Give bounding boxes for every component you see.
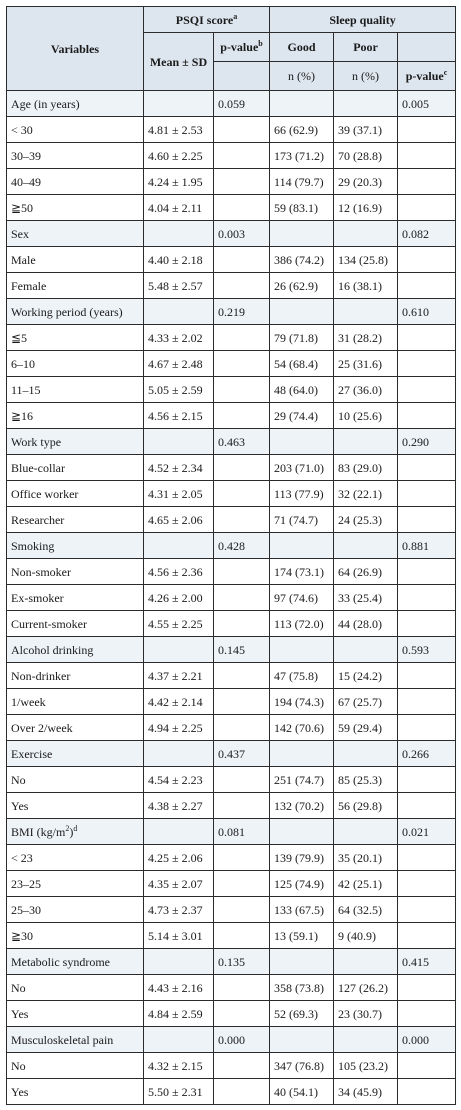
category-label: Ex-smoker: [7, 585, 144, 611]
psqi-p-value: [214, 273, 270, 299]
poor-cell: 16 (38.1): [334, 273, 398, 299]
category-label: Researcher: [7, 507, 144, 533]
good-cell: 173 (71.2): [270, 143, 334, 169]
good-cell: 125 (74.9): [270, 871, 334, 897]
psqi-p-value: 0.003: [214, 221, 270, 247]
psqi-p-value: 0.437: [214, 741, 270, 767]
poor-cell: 134 (25.8): [334, 247, 398, 273]
good-cell: 59 (83.1): [270, 195, 334, 221]
poor-header: Poor: [334, 33, 398, 62]
good-n-header: n (%): [270, 62, 334, 91]
category-label: Current-smoker: [7, 611, 144, 637]
poor-cell: 127 (26.2): [334, 975, 398, 1001]
sleep-p-value: [398, 767, 456, 793]
sleep-p-value: [398, 585, 456, 611]
psqi-p-value: [214, 559, 270, 585]
table-row: [7, 975, 456, 1001]
good-cell: 132 (70.2): [270, 793, 334, 819]
category-label: Yes: [7, 1079, 144, 1105]
sleep-p-value: [398, 845, 456, 871]
good-cell: [270, 221, 334, 247]
table-row: [7, 351, 456, 377]
sleep-p-value: 0.000: [398, 1027, 456, 1053]
good-cell: 133 (67.5): [270, 897, 334, 923]
category-label: Non-smoker: [7, 559, 144, 585]
psqi-p-value: 0.219: [214, 299, 270, 325]
psqi-p-value: [214, 481, 270, 507]
mean-sd-cell: 4.81 ± 2.53: [144, 117, 214, 143]
poor-cell: 56 (29.8): [334, 793, 398, 819]
poor-cell: 34 (45.9): [334, 1079, 398, 1105]
psqi-p-value: [214, 1053, 270, 1079]
psqi-p-value: [214, 507, 270, 533]
psqi-p-value: [214, 767, 270, 793]
sleep-p-value: [398, 507, 456, 533]
variable-label: Exercise: [7, 741, 144, 767]
mean-sd-cell: 4.33 ± 2.02: [144, 325, 214, 351]
psqi-p-value: [214, 351, 270, 377]
poor-cell: [334, 299, 398, 325]
blank-header: [398, 33, 456, 62]
table-row: [7, 403, 456, 429]
mean-sd-cell: 5.48 ± 2.57: [144, 273, 214, 299]
mean-sd-cell: 5.14 ± 3.01: [144, 923, 214, 949]
table-row: [7, 585, 456, 611]
mean-sd-cell: [144, 221, 214, 247]
table-row: [7, 611, 456, 637]
mean-sd-cell: 4.54 ± 2.23: [144, 767, 214, 793]
good-cell: 26 (62.9): [270, 273, 334, 299]
table-row: [7, 169, 456, 195]
poor-cell: 9 (40.9): [334, 923, 398, 949]
psqi-p-value: [214, 975, 270, 1001]
poor-cell: [334, 741, 398, 767]
sleep-p-value: [398, 1079, 456, 1105]
psqi-p-value: [214, 247, 270, 273]
psqi-p-value: [214, 1079, 270, 1105]
variable-label: Metabolic syndrome: [7, 949, 144, 975]
good-cell: [270, 637, 334, 663]
psqi-p-value: [214, 117, 270, 143]
poor-cell: [334, 429, 398, 455]
table-row: [7, 871, 456, 897]
category-label: ≦5: [7, 325, 144, 351]
psqi-p-value: 0.428: [214, 533, 270, 559]
mean-sd-cell: 4.84 ± 2.59: [144, 1001, 214, 1027]
sleep-p-value: [398, 793, 456, 819]
section-row: [7, 949, 456, 975]
table-row: [7, 1053, 456, 1079]
sleep-quality-table: [6, 6, 456, 1105]
table-row: [7, 377, 456, 403]
poor-cell: 39 (37.1): [334, 117, 398, 143]
mean-sd-cell: 5.50 ± 2.31: [144, 1079, 214, 1105]
section-row: [7, 429, 456, 455]
section-row: [7, 1027, 456, 1053]
category-label: ≧16: [7, 403, 144, 429]
sleep-p-value: [398, 247, 456, 273]
sleep-p-value: 0.082: [398, 221, 456, 247]
category-label: 30–39: [7, 143, 144, 169]
good-cell: [270, 533, 334, 559]
mean-sd-cell: 4.24 ± 1.95: [144, 169, 214, 195]
poor-cell: 10 (25.6): [334, 403, 398, 429]
sleep-p-value: [398, 273, 456, 299]
good-cell: 113 (72.0): [270, 611, 334, 637]
section-row: [7, 91, 456, 117]
good-header: Good: [270, 33, 334, 62]
section-row: [7, 533, 456, 559]
poor-cell: 64 (26.9): [334, 559, 398, 585]
poor-cell: 59 (29.4): [334, 715, 398, 741]
category-label: Male: [7, 247, 144, 273]
poor-cell: 29 (20.3): [334, 169, 398, 195]
table-row: [7, 481, 456, 507]
category-label: 25–30: [7, 897, 144, 923]
good-cell: [270, 1027, 334, 1053]
mean-sd-cell: 4.94 ± 2.25: [144, 715, 214, 741]
table-row: [7, 767, 456, 793]
category-label: Office worker: [7, 481, 144, 507]
sleep-p-value: 0.266: [398, 741, 456, 767]
sleep-p-value: [398, 481, 456, 507]
poor-cell: 67 (25.7): [334, 689, 398, 715]
psqi-p-value: [214, 923, 270, 949]
table-row: [7, 715, 456, 741]
mean-sd-cell: 4.38 ± 2.27: [144, 793, 214, 819]
psqi-p-value: [214, 793, 270, 819]
sleep-p-value: [398, 923, 456, 949]
mean-sd-cell: [144, 949, 214, 975]
table-row: [7, 845, 456, 871]
poor-cell: [334, 1027, 398, 1053]
psqi-p-value: [214, 585, 270, 611]
category-label: No: [7, 975, 144, 1001]
psqi-p-value: 0.081: [214, 819, 270, 845]
mean-sd-cell: 4.60 ± 2.25: [144, 143, 214, 169]
table-row: [7, 793, 456, 819]
blank-header: [214, 62, 270, 91]
psqi-p-value: [214, 611, 270, 637]
psqi-p-value: [214, 403, 270, 429]
poor-cell: 44 (28.0): [334, 611, 398, 637]
poor-cell: 25 (31.6): [334, 351, 398, 377]
poor-n-header: n (%): [334, 62, 398, 91]
psqi-p-value: [214, 455, 270, 481]
poor-cell: 15 (24.2): [334, 663, 398, 689]
good-cell: 386 (74.2): [270, 247, 334, 273]
good-cell: 358 (73.8): [270, 975, 334, 1001]
poor-cell: 42 (25.1): [334, 871, 398, 897]
section-row: [7, 819, 456, 845]
psqi-p-value: [214, 143, 270, 169]
section-row: [7, 637, 456, 663]
mean-sd-cell: 4.32 ± 2.15: [144, 1053, 214, 1079]
mean-sd-cell: 4.35 ± 2.07: [144, 871, 214, 897]
poor-cell: 32 (22.1): [334, 481, 398, 507]
sleep-p-value: [398, 377, 456, 403]
poor-cell: 12 (16.9): [334, 195, 398, 221]
sleep-p-value: 0.610: [398, 299, 456, 325]
psqi-p-value: 0.059: [214, 91, 270, 117]
variable-label: Work type: [7, 429, 144, 455]
table-row: [7, 325, 456, 351]
section-row: [7, 221, 456, 247]
good-cell: 48 (64.0): [270, 377, 334, 403]
mean-sd-cell: 4.31 ± 2.05: [144, 481, 214, 507]
psqi-p-value: [214, 897, 270, 923]
psqi-p-value: [214, 663, 270, 689]
section-row: [7, 741, 456, 767]
category-label: Over 2/week: [7, 715, 144, 741]
psqi-p-value: 0.463: [214, 429, 270, 455]
table-row: [7, 507, 456, 533]
category-label: 23–25: [7, 871, 144, 897]
table-row: [7, 117, 456, 143]
category-label: 6–10: [7, 351, 144, 377]
table-row: [7, 897, 456, 923]
table-body: [7, 91, 456, 1105]
good-cell: [270, 299, 334, 325]
sleep-p-value: [398, 871, 456, 897]
table-header: [7, 7, 456, 91]
category-label: Yes: [7, 1001, 144, 1027]
poor-cell: [334, 91, 398, 117]
sleep-p-value: [398, 1001, 456, 1027]
good-cell: 54 (68.4): [270, 351, 334, 377]
table-row: [7, 273, 456, 299]
mean-sd-cell: 4.04 ± 2.11: [144, 195, 214, 221]
mean-sd-cell: 4.26 ± 2.00: [144, 585, 214, 611]
good-cell: 52 (69.3): [270, 1001, 334, 1027]
sleep-p-value: [398, 715, 456, 741]
mean-sd-cell: [144, 819, 214, 845]
mean-sd-header: Mean ± SD: [144, 33, 214, 91]
poor-cell: [334, 637, 398, 663]
mean-sd-cell: 4.40 ± 2.18: [144, 247, 214, 273]
good-cell: [270, 949, 334, 975]
table-row: [7, 143, 456, 169]
good-cell: 347 (76.8): [270, 1053, 334, 1079]
mean-sd-cell: 4.43 ± 2.16: [144, 975, 214, 1001]
category-label: No: [7, 1053, 144, 1079]
good-cell: 174 (73.1): [270, 559, 334, 585]
mean-sd-cell: [144, 429, 214, 455]
poor-cell: 33 (25.4): [334, 585, 398, 611]
category-label: 40–49: [7, 169, 144, 195]
good-cell: 139 (79.9): [270, 845, 334, 871]
poor-cell: 27 (36.0): [334, 377, 398, 403]
category-label: < 30: [7, 117, 144, 143]
psqi-p-value: [214, 377, 270, 403]
variable-label: Sex: [7, 221, 144, 247]
sleep-p-value: [398, 143, 456, 169]
poor-cell: [334, 819, 398, 845]
sleep-p-value: 0.415: [398, 949, 456, 975]
category-label: Blue-collar: [7, 455, 144, 481]
sleep-p-value: [398, 351, 456, 377]
psqi-p-value: [214, 169, 270, 195]
variables-header: Variables: [7, 7, 144, 91]
mean-sd-cell: 4.55 ± 2.25: [144, 611, 214, 637]
table-row: [7, 247, 456, 273]
good-cell: 251 (74.7): [270, 767, 334, 793]
mean-sd-cell: 4.52 ± 2.34: [144, 455, 214, 481]
mean-sd-cell: 4.37 ± 2.21: [144, 663, 214, 689]
poor-cell: 83 (29.0): [334, 455, 398, 481]
category-label: 11–15: [7, 377, 144, 403]
poor-cell: 31 (28.2): [334, 325, 398, 351]
psqi-p-value: [214, 689, 270, 715]
category-label: ≧50: [7, 195, 144, 221]
table-row: [7, 923, 456, 949]
table-row: [7, 1079, 456, 1105]
category-label: Yes: [7, 793, 144, 819]
mean-sd-cell: 4.73 ± 2.37: [144, 897, 214, 923]
mean-sd-cell: [144, 741, 214, 767]
poor-cell: [334, 221, 398, 247]
sleep-p-value: [398, 897, 456, 923]
sleep-p-value: [398, 611, 456, 637]
sleep-p-value: [398, 195, 456, 221]
mean-sd-cell: 4.65 ± 2.06: [144, 507, 214, 533]
psqi-p-value: [214, 195, 270, 221]
good-cell: 40 (54.1): [270, 1079, 334, 1105]
mean-sd-cell: [144, 299, 214, 325]
good-cell: [270, 819, 334, 845]
mean-sd-cell: [144, 533, 214, 559]
sleep-p-value: [398, 403, 456, 429]
variable-label: BMI $(kg/m^2)^d$: [7, 819, 144, 845]
psqi-p-value: 0.135: [214, 949, 270, 975]
poor-cell: 35 (20.1): [334, 845, 398, 871]
sleep-p-value: [398, 325, 456, 351]
sleep-quality-header: Sleep quality: [270, 7, 456, 33]
good-cell: 113 (77.9): [270, 481, 334, 507]
sleep-p-value: 0.593: [398, 637, 456, 663]
table-container: [6, 6, 455, 1105]
p-value-b-header: p-value$^b$: [214, 33, 270, 62]
good-cell: 142 (70.6): [270, 715, 334, 741]
category-label: No: [7, 767, 144, 793]
poor-cell: 85 (25.3): [334, 767, 398, 793]
mean-sd-cell: 4.42 ± 2.14: [144, 689, 214, 715]
table-row: [7, 455, 456, 481]
sleep-p-value: [398, 117, 456, 143]
sleep-p-value: [398, 689, 456, 715]
category-label: < 23: [7, 845, 144, 871]
psqi-p-value: [214, 325, 270, 351]
good-cell: 194 (74.3): [270, 689, 334, 715]
psqi-p-value: [214, 845, 270, 871]
mean-sd-cell: [144, 91, 214, 117]
variable-label: Musculoskeletal pain: [7, 1027, 144, 1053]
good-cell: 13 (59.1): [270, 923, 334, 949]
table-row: [7, 559, 456, 585]
category-label: 1/week: [7, 689, 144, 715]
poor-cell: 23 (30.7): [334, 1001, 398, 1027]
good-cell: 47 (75.8): [270, 663, 334, 689]
sleep-p-value: 0.021: [398, 819, 456, 845]
poor-cell: [334, 533, 398, 559]
variable-label: Smoking: [7, 533, 144, 559]
good-cell: 97 (74.6): [270, 585, 334, 611]
table-row: [7, 1001, 456, 1027]
psqi-p-value: 0.000: [214, 1027, 270, 1053]
sleep-p-value: [398, 455, 456, 481]
category-label: Non-drinker: [7, 663, 144, 689]
psqi-p-value: 0.145: [214, 637, 270, 663]
good-cell: 114 (79.7): [270, 169, 334, 195]
sleep-p-value: 0.005: [398, 91, 456, 117]
category-label: ≧30: [7, 923, 144, 949]
section-row: [7, 299, 456, 325]
poor-cell: [334, 949, 398, 975]
sleep-p-value: [398, 663, 456, 689]
sleep-p-value: 0.881: [398, 533, 456, 559]
variable-label: Alcohol drinking: [7, 637, 144, 663]
sleep-p-value: 0.290: [398, 429, 456, 455]
p-value-c-header: p-value$^c$: [398, 62, 456, 91]
sleep-p-value: [398, 559, 456, 585]
good-cell: [270, 91, 334, 117]
variable-label: Age (in years): [7, 91, 144, 117]
good-cell: [270, 741, 334, 767]
table-row: [7, 663, 456, 689]
poor-cell: 64 (32.5): [334, 897, 398, 923]
good-cell: 203 (71.0): [270, 455, 334, 481]
good-cell: 79 (71.8): [270, 325, 334, 351]
table-row: [7, 689, 456, 715]
psqi-p-value: [214, 715, 270, 741]
mean-sd-cell: [144, 1027, 214, 1053]
poor-cell: 24 (25.3): [334, 507, 398, 533]
mean-sd-cell: 5.05 ± 2.59: [144, 377, 214, 403]
good-cell: 66 (62.9): [270, 117, 334, 143]
mean-sd-cell: 4.56 ± 2.36: [144, 559, 214, 585]
category-label: Female: [7, 273, 144, 299]
sleep-p-value: [398, 169, 456, 195]
psqi-p-value: [214, 871, 270, 897]
sleep-p-value: [398, 975, 456, 1001]
good-cell: [270, 429, 334, 455]
mean-sd-cell: 4.67 ± 2.48: [144, 351, 214, 377]
psqi-header: PSQI score$^a$: [144, 7, 270, 33]
table-row: [7, 195, 456, 221]
poor-cell: 70 (28.8): [334, 143, 398, 169]
mean-sd-cell: 4.56 ± 2.15: [144, 403, 214, 429]
psqi-p-value: [214, 1001, 270, 1027]
mean-sd-cell: 4.25 ± 2.06: [144, 845, 214, 871]
good-cell: 71 (74.7): [270, 507, 334, 533]
sleep-p-value: [398, 1053, 456, 1079]
mean-sd-cell: [144, 637, 214, 663]
poor-cell: 105 (23.2): [334, 1053, 398, 1079]
good-cell: 29 (74.4): [270, 403, 334, 429]
variable-label: Working period (years): [7, 299, 144, 325]
